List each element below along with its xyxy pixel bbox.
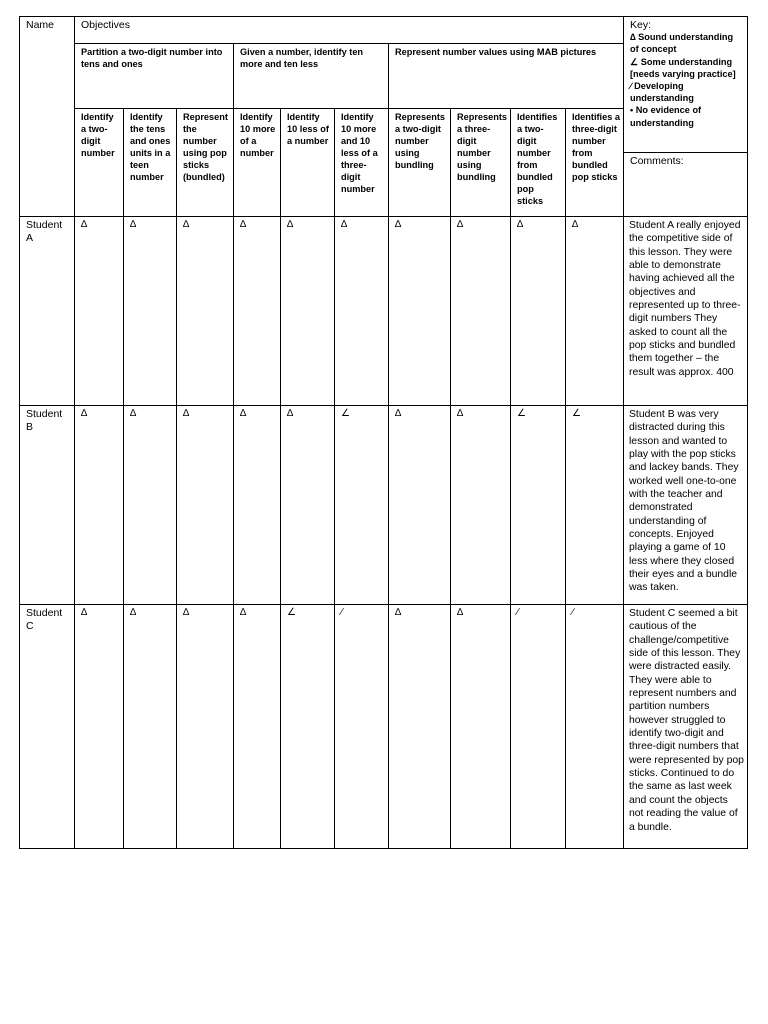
mark-cell: ∆: [457, 408, 464, 419]
header-name: Name: [26, 19, 55, 31]
student-comment: Student C seemed a bit cautious of the challenge/competitive side of this lesson. They were distracted easily. They were able to represent numbers and partition numbers however struggled to identify two-digit and three-digit numbers that were represented by pop sticks. Continued to do the same as last week and count the objects not reading the value of a bundle.: [629, 608, 744, 833]
mark-cell: ∆: [240, 219, 247, 230]
table-border-bottom: [19, 848, 748, 849]
mark-cell: ∆: [287, 219, 294, 230]
mark-cell: ∆: [183, 607, 190, 618]
mark-cell: ∕: [341, 607, 343, 618]
mark-cell: ∠: [572, 408, 581, 419]
student-comment: Student A really enjoyed the competitive side of this lesson. They were able to demonstrate having achieved all the objectives and represented up to three-digit numbers They asked to count all the pop sticks and bundled them together – the result was approx. 400: [629, 220, 741, 378]
mark-cell: ∕: [517, 607, 519, 618]
subheader-2: Identify the tens and ones units in a teen number: [130, 112, 171, 182]
group-header-mab: Represent number values using MAB pictures: [395, 47, 597, 57]
subheader-4: Identify 10 more of a number: [240, 112, 276, 158]
mark-cell: ∆: [81, 607, 88, 618]
subheader-6: Identify 10 more and 10 less of a three-digit number: [341, 112, 378, 194]
student-comment: Student B was very distracted during this lesson and wanted to play with the pop sticks and lackey bands. They worked well one-to-one with the teacher and demonstrated understanding of concepts. Enjoyed playing a game of 10 less where they closed their eyes and a bundle was taken.: [629, 409, 739, 594]
mark-cell: ∆: [395, 607, 402, 618]
mark-cell: ∕: [572, 607, 574, 618]
mark-cell: ∆: [395, 219, 402, 230]
mark-cell: ∆: [457, 607, 464, 618]
key-item-no-evidence: • No evidence of understanding: [630, 105, 702, 128]
key-box: [624, 17, 747, 152]
mark-cell: ∆: [183, 408, 190, 419]
mark-cell: ∆: [572, 219, 579, 230]
subheader-1: Identify a two-digit number: [81, 112, 115, 158]
key-title: Key:: [630, 19, 652, 31]
key-item-sound: ∆ Sound understanding of concept: [630, 32, 734, 55]
subheader-8: Represents a three-digit number using bundling: [457, 112, 508, 182]
table-border-right: [747, 16, 748, 849]
subheader-10: Identifies a three-digit number from bundled pop sticks: [572, 112, 620, 182]
subheader-5: Identify 10 less of a number: [287, 112, 329, 146]
subheader-7: Represents a two-digit number using bundling: [395, 112, 446, 170]
mark-cell: ∆: [81, 219, 88, 230]
group-header-partition: Partition a two-digit number into tens and ones: [81, 47, 223, 69]
header-objectives: Objectives: [81, 19, 131, 31]
subheader-9: Identifies a two-digit number from bundled pop sticks: [517, 112, 558, 206]
subheader-3: Represent the number using pop sticks (bundled): [183, 112, 228, 182]
mark-cell: ∆: [341, 219, 348, 230]
mark-cell: ∆: [81, 408, 88, 419]
mark-cell: ∠: [287, 607, 296, 618]
student-name: Student C: [26, 607, 63, 632]
mark-cell: ∆: [287, 408, 294, 419]
mark-cell: ∆: [517, 219, 524, 230]
student-name: Student A: [26, 219, 63, 244]
mark-cell: ∆: [130, 607, 137, 618]
mark-cell: ∆: [240, 607, 247, 618]
mark-cell: ∆: [457, 219, 464, 230]
mark-cell: ∆: [130, 219, 137, 230]
mark-cell: ∠: [517, 408, 526, 419]
mark-cell: ∠: [341, 408, 350, 419]
key-item-developing: ∕ Developing understanding: [630, 81, 694, 104]
mark-cell: ∆: [240, 408, 247, 419]
student-name: Student B: [26, 408, 63, 433]
header-comments: Comments:: [630, 155, 684, 167]
group-header-ten-more-less: Given a number, identify ten more and ten less: [240, 47, 364, 69]
key-item-some: ∠ Some understanding [needs varying practice]: [630, 56, 736, 79]
mark-cell: ∆: [130, 408, 137, 419]
mark-cell: ∆: [395, 408, 402, 419]
mark-cell: ∆: [183, 219, 190, 230]
